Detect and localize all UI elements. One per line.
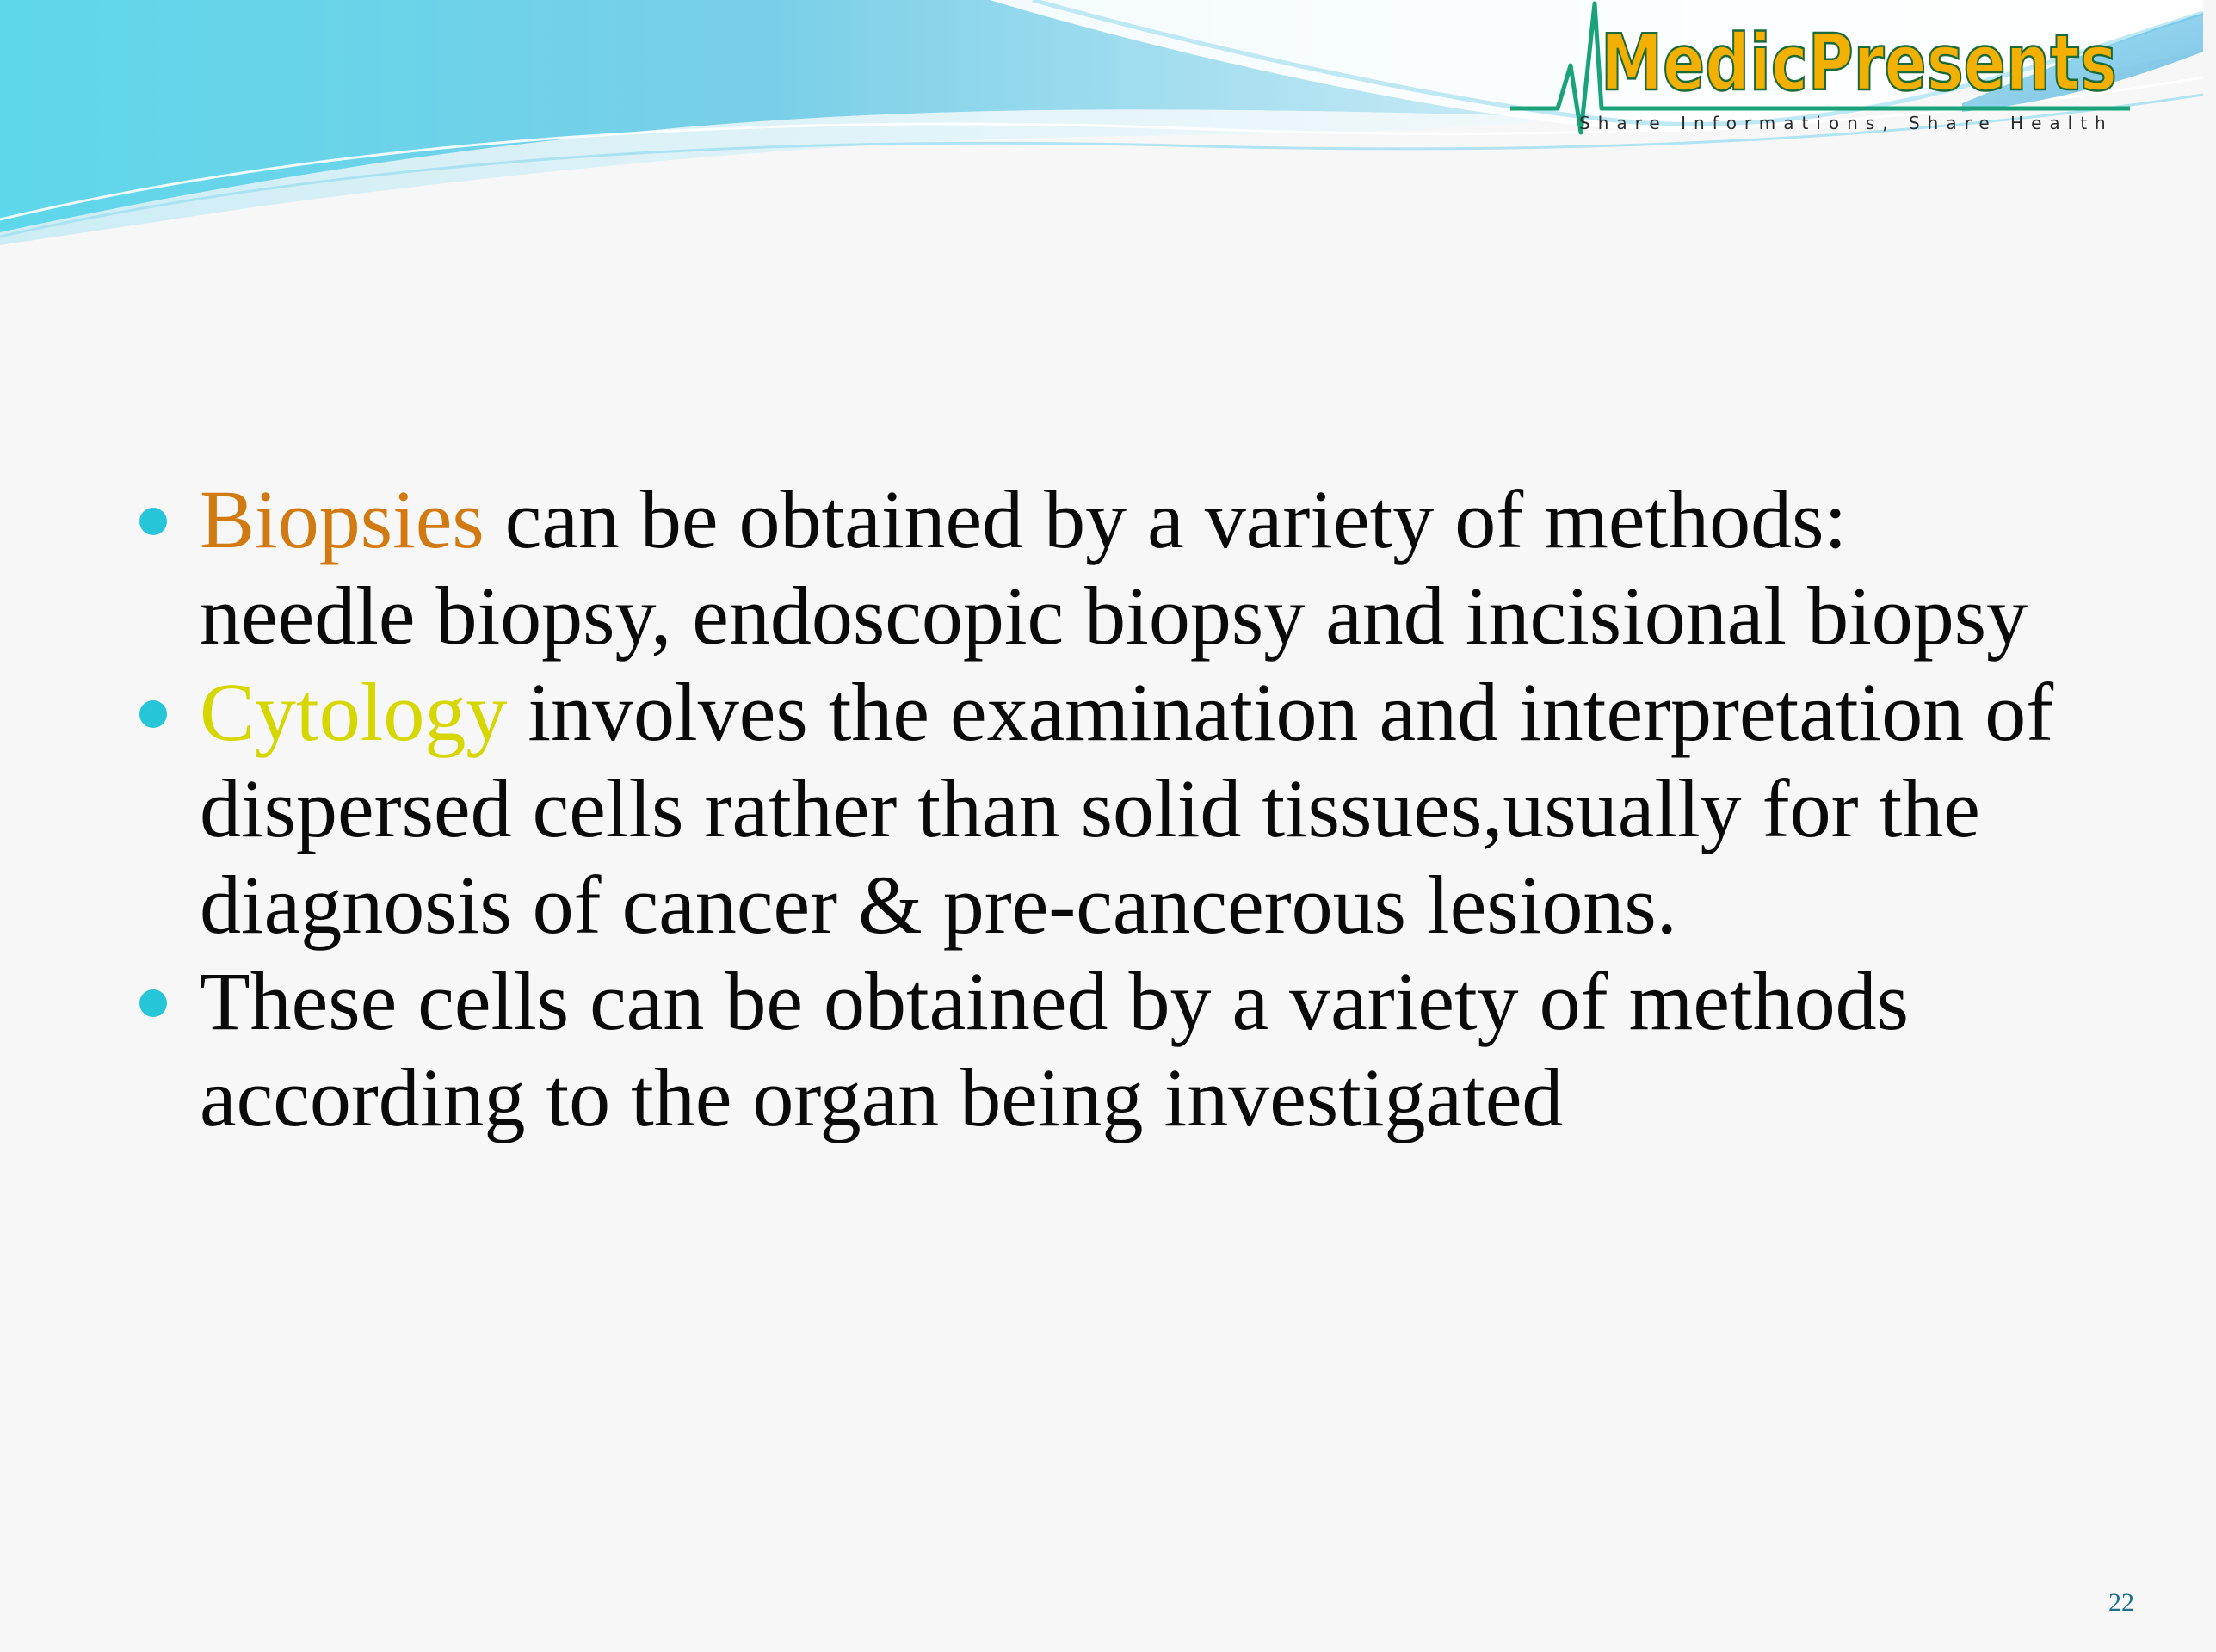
bullet-text: involves the examination and interpretation of dispersed cells rather than solid tissues,usually for the diagnosis of cancer & pre-cancerous lesions. <box>200 666 2054 951</box>
bullet-text: can be obtained by a variety of methods: needle biopsy, endoscopic biopsy and incisional biopsy <box>200 473 2028 662</box>
bullet-item-cells <box>139 953 2076 1146</box>
bullet-dot-icon <box>139 989 167 1017</box>
bullet-text: These cells can be obtained by a variety of methods according to the organ being investigated <box>200 955 1909 1143</box>
bullet-list <box>139 472 2076 1146</box>
bullet-dot-icon <box>139 508 167 535</box>
bullet-dot-icon <box>139 700 167 728</box>
logo-wordmark: MedicPresents <box>1601 18 2117 108</box>
bullet-highlight: Cytology <box>200 666 508 758</box>
bullet-highlight: Biopsies <box>200 473 485 565</box>
bullet-item-cytology <box>139 664 2076 953</box>
bullet-item-biopsies <box>139 472 2076 664</box>
logo <box>1510 3 2147 141</box>
page-number: 22 <box>2108 1588 2134 1617</box>
logo-tagline: Share Informations, Share Health <box>1579 113 2114 133</box>
